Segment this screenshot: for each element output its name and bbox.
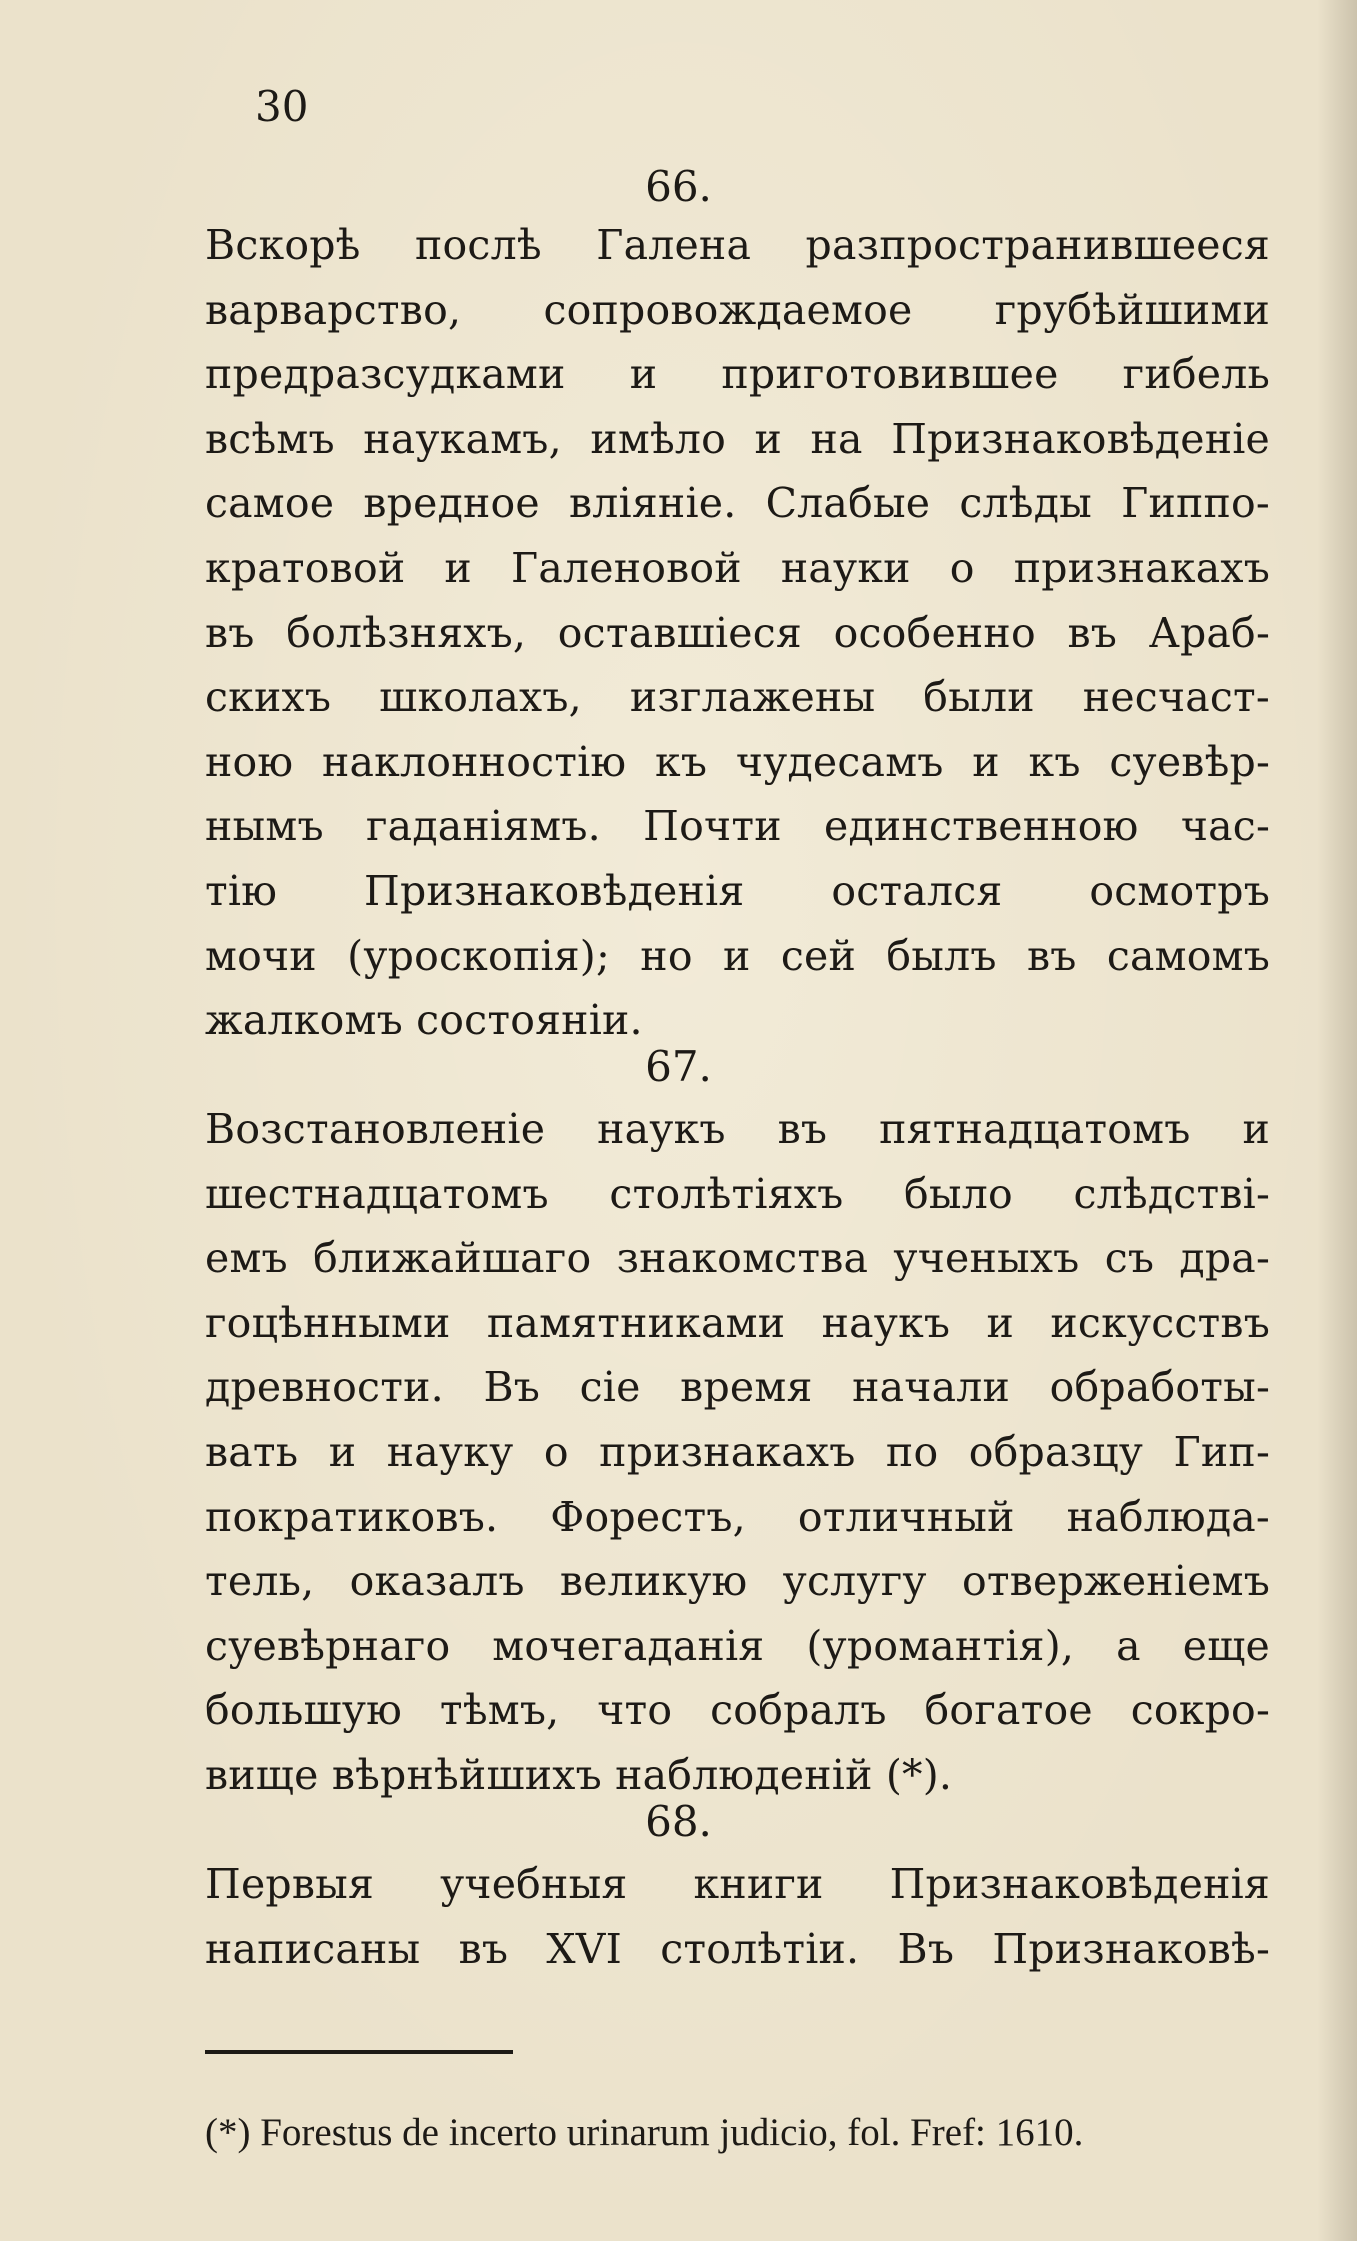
text-line: Возстановленіе наукъ въ пятнадцатомъ и: [205, 1105, 1270, 1153]
text-line: варварство, сопровождаемое грубѣйшими: [205, 285, 1270, 334]
footnote: (*) Forestus de incerto urinarum judicio, fol. Fref: 1610.: [205, 2111, 1084, 2154]
text-line: тію Признаковѣденія остался осмотръ: [205, 866, 1270, 915]
paragraph-66: [205, 213, 1270, 1053]
footnote-divider: [205, 2050, 513, 2054]
text-line: вище вѣрнѣйшихъ наблюденій (*).: [205, 1750, 953, 1799]
text-line: Вскорѣ послѣ Галена разпространившееся: [205, 221, 1270, 269]
section-heading-67: 67.: [645, 1042, 712, 1091]
text-line: въ болѣзняхъ, оставшіеся особенно въ Араб-: [205, 608, 1270, 657]
paragraph-68: [205, 1852, 1270, 1981]
text-line: скихъ школахъ, изглажены были несчаст-: [205, 673, 1270, 722]
text-line: жалкомъ состояніи.: [205, 996, 643, 1045]
text-line: всѣмъ наукамъ, имѣло и на Признаковѣденіе: [205, 414, 1270, 463]
text-line: древности. Въ сіе время начали обработы-: [205, 1363, 1270, 1412]
text-line: вать и науку о признакахъ по образцу Гип-: [205, 1427, 1270, 1476]
text-line: написаны въ XVI столѣтіи. Въ Признаковѣ-: [205, 1924, 1270, 1973]
text-line: самое вредное вліяніе. Слабые слѣды Гиппо-: [205, 479, 1270, 528]
text-line: Первыя учебныя книги Признаковѣденія: [205, 1860, 1270, 1908]
section-heading-66: 66.: [645, 162, 712, 211]
text-line: ною наклонностію къ чудесамъ и къ суевѣр-: [205, 737, 1270, 786]
text-line: гоцѣнными памятниками наукъ и искусствъ: [205, 1298, 1270, 1347]
text-line: большую тѣмъ, что собралъ богатое сокро-: [205, 1686, 1270, 1735]
text-line: нымъ гаданіямъ. Почти единственною час-: [205, 802, 1270, 851]
section-heading-68: 68.: [645, 1797, 712, 1846]
page-edge-shadow: [1317, 0, 1357, 2241]
text-line: кратовой и Галеновой науки о признакахъ: [205, 543, 1270, 592]
text-line: емъ ближайшаго знакомства ученыхъ съ дра-: [205, 1234, 1270, 1283]
text-line: шестнадцатомъ столѣтіяхъ было слѣдстві-: [205, 1169, 1270, 1218]
page-number: 30: [255, 82, 309, 131]
text-line: пократиковъ. Форестъ, отличный наблюда-: [205, 1492, 1270, 1541]
paragraph-67: [205, 1097, 1270, 1808]
text-line: мочи (уроскопія); но и сей былъ въ самомъ: [205, 931, 1270, 980]
text-line: суевѣрнаго мочегаданія (уромантія), а еще: [205, 1621, 1270, 1670]
text-line: предразсудками и приготовившее гибель: [205, 350, 1270, 399]
text-line: тель, оказалъ великую услугу отверженіемъ: [205, 1557, 1270, 1606]
